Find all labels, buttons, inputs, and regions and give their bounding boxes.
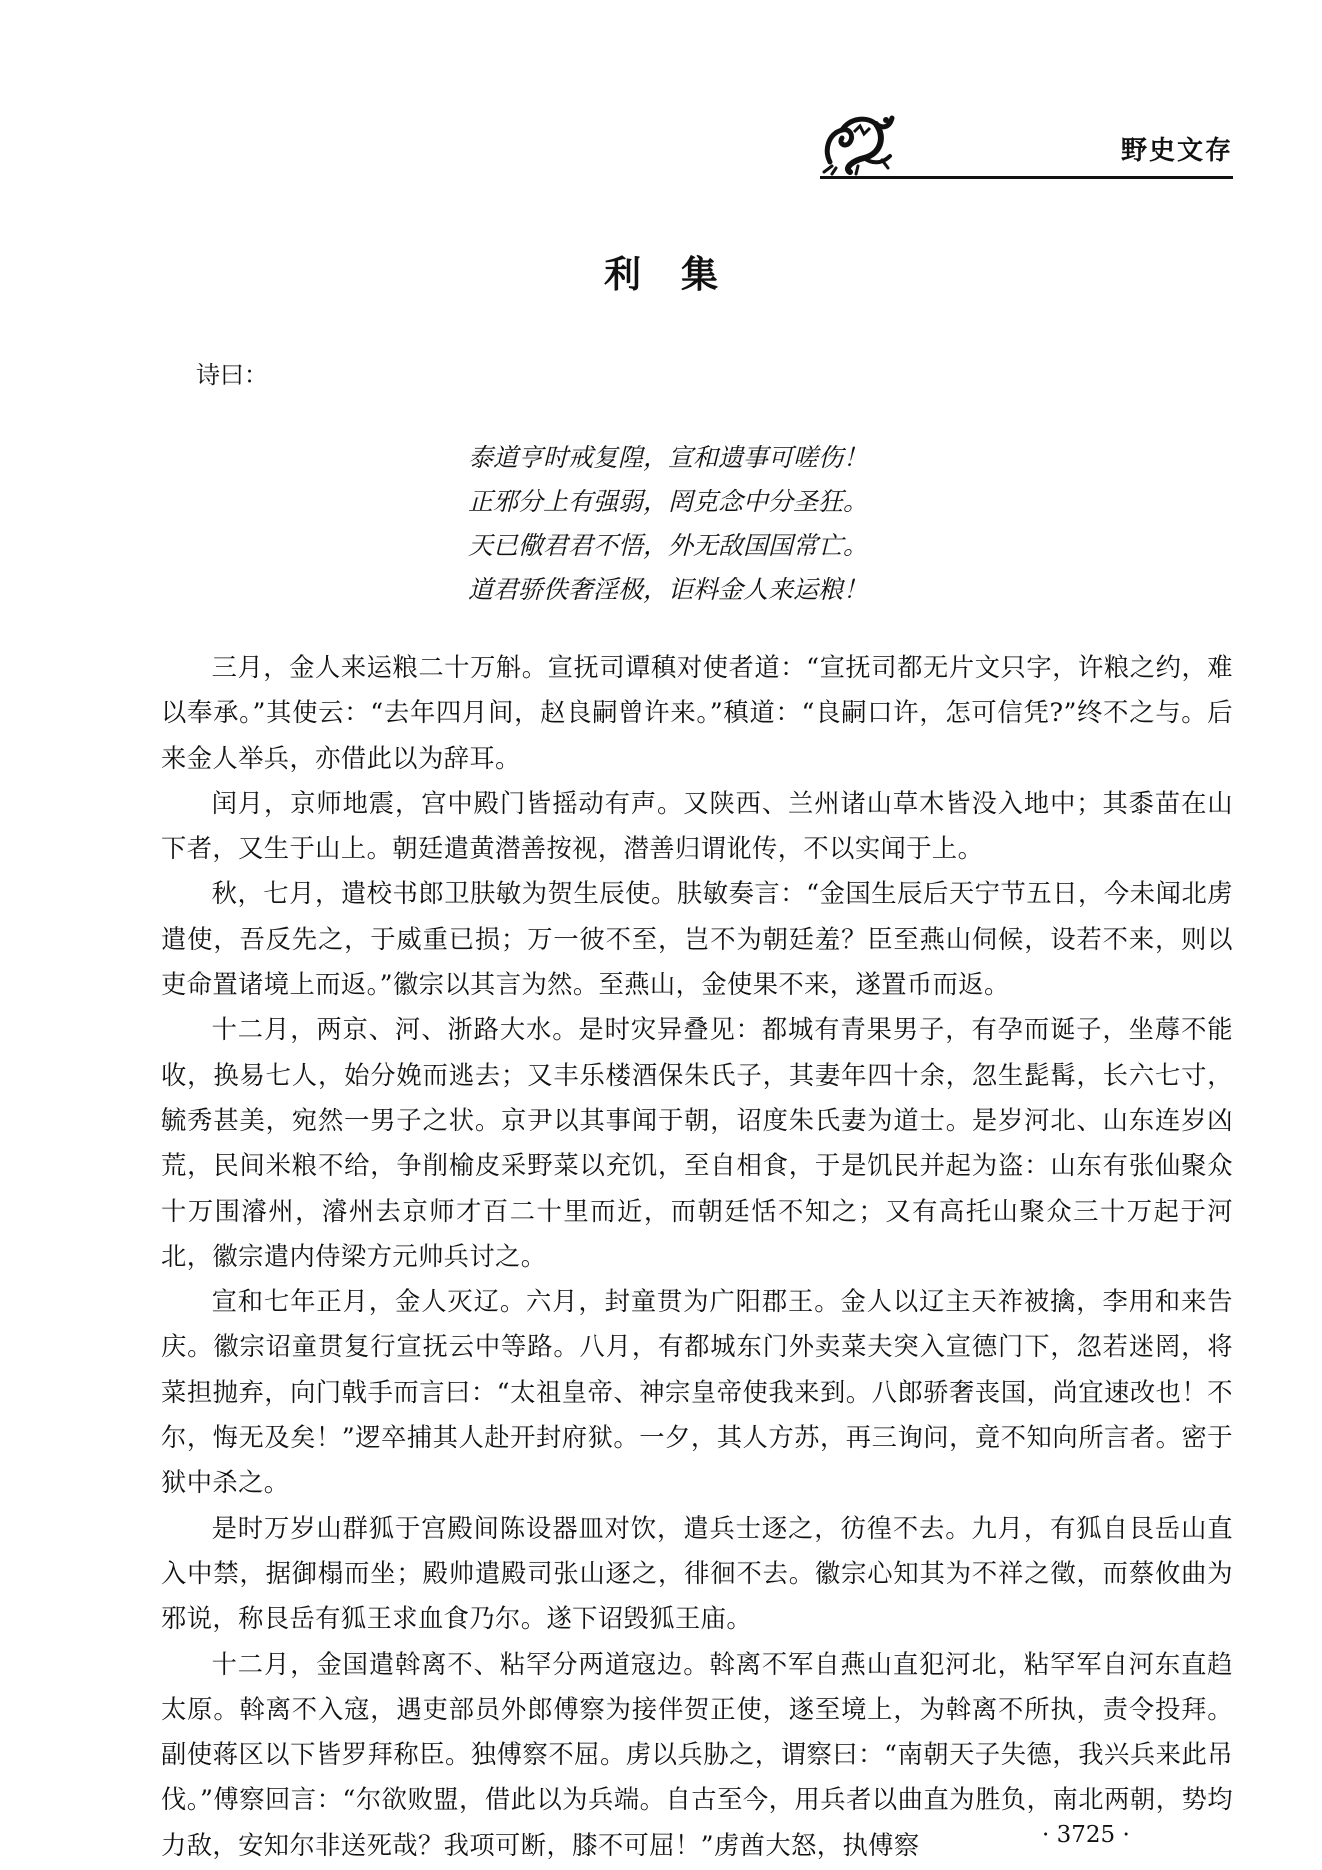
poem-line: 道君骄佚奢淫极，讵料金人来运粮！ [468,575,869,604]
paragraph: 闰月，京师地震，宫中殿门皆摇动有声。又陕西、兰州诸山草木皆没入地中；其黍苗在山下者，又生于山上。朝廷遣黄潜善按视，潜善归谓讹传，不以实闻于上。 [161,788,1233,864]
paragraph: 秋，七月，遣校书郎卫肤敏为贺生辰使。肤敏奏言：“金国生辰后天宁节五日，今未闻北虏遣使，吾反先之，于威重已损；万一彼不至，岂不为朝廷羞？臣至燕山伺候，设若不来，则以吏命置诸境上而返。”徽宗以其言为然。至燕山，金使果不来，遂置币而返。 [161,879,1233,1000]
paragraph: 十二月，两京、河、浙路大水。是时灾异叠见：都城有青果男子，有孕而诞子，坐蓐不能收，换易七人，始分娩而逃去；又丰乐楼酒保朱氏子，其妻年四十余，忽生髭髯，长六七寸，毓秀甚美，宛然一男子之状。京尹以其事闻于朝，诏度朱氏妻为道士。是岁河北、山东连岁凶荒，民间米粮不给，争削榆皮采野菜以充饥，至自相食，于是饥民并起为盗：山东有张仙聚众十万围濬州，濬州去京师才百二十里而近，而朝廷恬不知之；又有高托山聚众三十万起于河北，徽宗遣内侍梁方元帅兵讨之。 [161,1015,1233,1271]
poem-line: 泰道亨时戒复隍，宣和遗事可嗟伤！ [468,443,869,472]
header-title: 野史文存 [1120,136,1233,166]
page-number: · 3725 · [1042,1822,1130,1848]
dragon-emblem-icon [820,110,900,176]
poem-line: 正邪分上有强弱，罔克念中分圣狂。 [468,487,869,516]
paragraph: 三月，金人来运粮二十万斛。宣抚司谭稹对使者道：“宣抚司都无片文只字，许粮之约，难以奉承。”其使云：“去年四月间，赵良嗣曾许来。”稹道：“良嗣口许，怎可信凭?”终不之与。后来金人举兵，亦借此以为辞耳。 [161,653,1233,773]
poem-intro: 诗曰： [196,361,268,389]
chapter-title: 利集 [604,253,758,296]
poem-line: 天已儆君君不悟，外无敌国国常亡。 [468,531,869,560]
running-header [820,110,1233,180]
paragraph: 宣和七年正月，金人灭辽。六月，封童贯为广阳郡王。金人以辽主天祚被擒，李用和来告庆。徽宗诏童贯复行宣抚云中等路。八月，有都城东门外卖菜夫突入宣德门下，忽若迷罔，将菜担抛弃，向门戟手而言曰：“太祖皇帝、神宗皇帝使我来到。八郎骄奢丧国，尚宜速改也！不尔，悔无及矣！”逻卒捕其人赴开封府狱。一夕，其人方苏，再三询问，竟不知向所言者。密于狱中杀之。 [161,1287,1233,1498]
body-text [161,645,1233,1868]
paragraph: 十二月，金国遣斡离不、粘罕分两道寇边。斡离不军自燕山直犯河北，粘罕军自河东直趋太原。斡离不入寇，遇吏部员外郎傅察为接伴贺正使，遂至境上，为斡离不所执，责令投拜。副使蒋区以下皆罗拜称臣。独傅察不屈。虏以兵胁之，谓察曰：“南朝天子失德，我兴兵来此吊伐。”傅察回言：“尔欲败盟，借此以为兵端。自古至今，用兵者以曲直为胜负，南北两朝，势均力敌，安知尔非送死哉？我项可断，膝不可屈！”虏酋大怒，执傅察 [161,1649,1233,1860]
header-divider [820,176,1233,179]
poem [468,436,1108,612]
paragraph: 是时万岁山群狐于宫殿间陈设器皿对饮，遣兵士逐之，彷徨不去。九月，有狐自艮岳山直入中禁，据御榻而坐；殿帅遣殿司张山逐之，徘徊不去。徽宗心知其为不祥之徵，而蔡攸曲为邪说，称艮岳有狐王求血食乃尔。遂下诏毁狐王庙。 [161,1513,1233,1634]
